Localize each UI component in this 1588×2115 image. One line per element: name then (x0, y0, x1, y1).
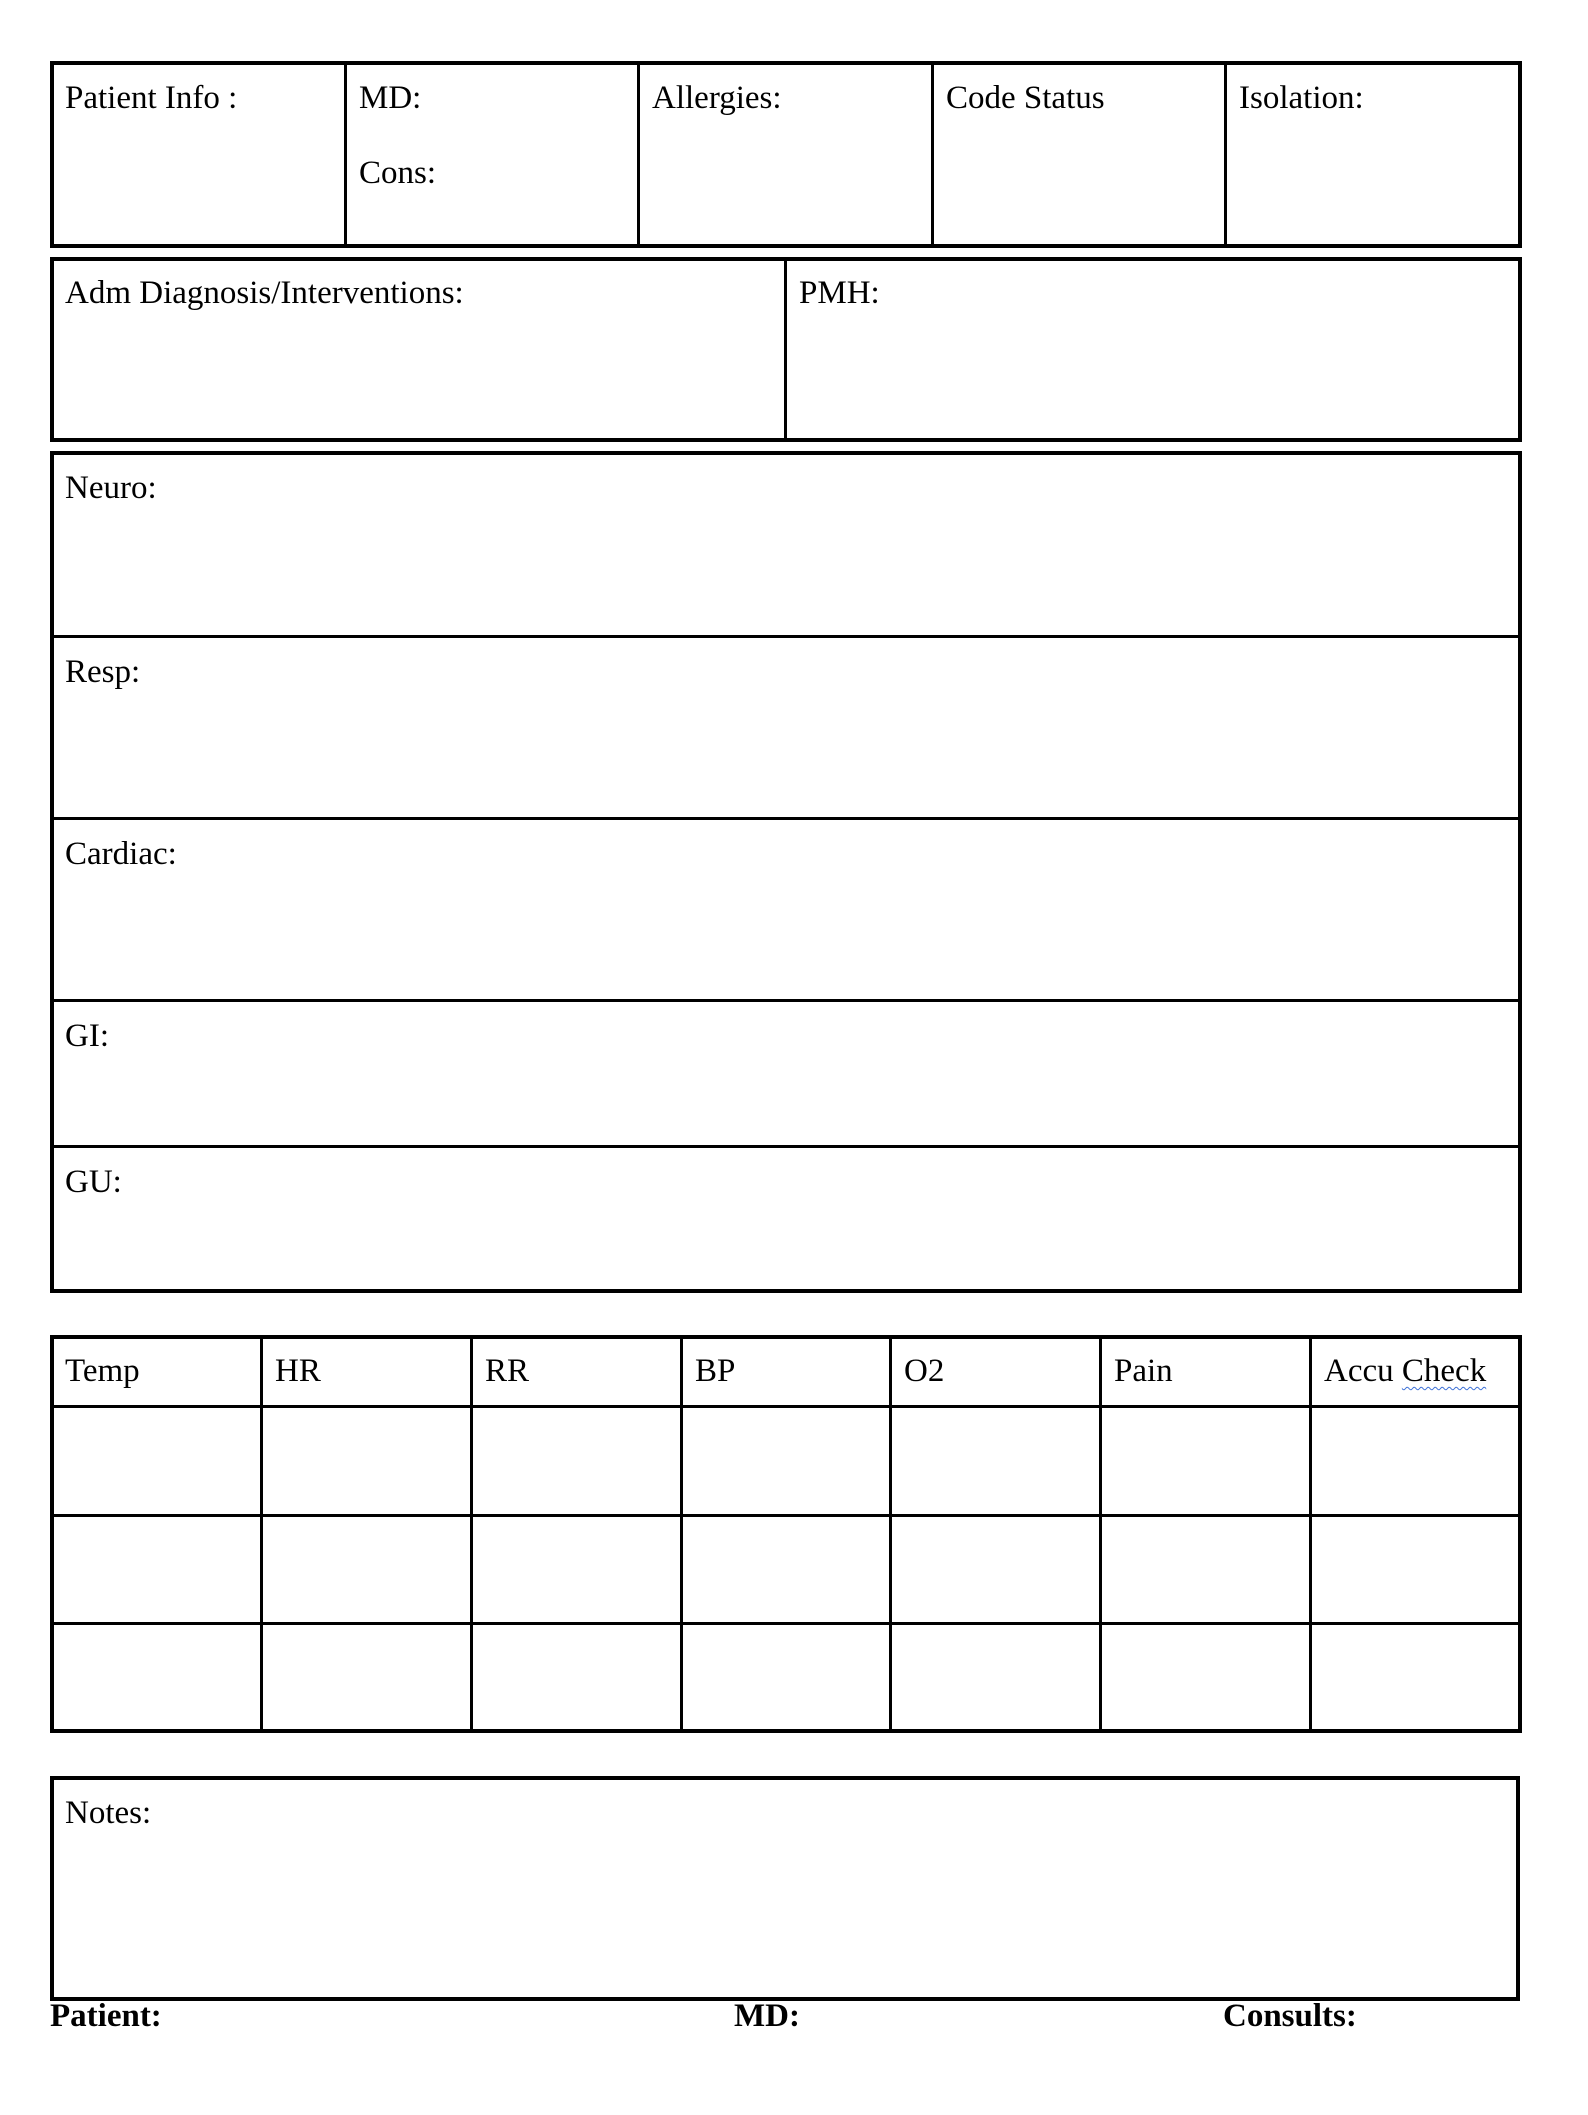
divider (50, 817, 1522, 820)
cardiac-label: Cardiac: (65, 836, 177, 872)
column-header-temp: Temp (65, 1353, 140, 1389)
allergies-label: Allergies: (652, 80, 782, 116)
gu-label: GU: (65, 1164, 122, 1200)
systems-assessment (50, 451, 1522, 1293)
column-header-pain: Pain (1114, 1353, 1173, 1389)
divider (931, 61, 934, 248)
divider (50, 1145, 1522, 1148)
footer-md-label: MD: (734, 1998, 800, 2034)
cons-label: Cons: (359, 155, 437, 191)
patient-info-label: Patient Info : (65, 80, 238, 116)
vitals-table (50, 1335, 1522, 1733)
code-status-label: Code Status (946, 80, 1105, 116)
table-col-divider (1309, 1335, 1312, 1733)
gi-label: GI: (65, 1018, 109, 1054)
table-col-divider (260, 1335, 263, 1733)
adm-diagnosis-label: Adm Diagnosis/Interventions: (65, 275, 464, 311)
column-header-bp: BP (695, 1353, 736, 1389)
column-header-hr: HR (275, 1353, 321, 1389)
resp-label: Resp: (65, 654, 141, 690)
md-label: MD: (359, 80, 422, 116)
divider (784, 257, 787, 442)
table-row-divider (50, 1514, 1522, 1517)
pmh-label: PMH: (799, 275, 880, 311)
divider (344, 61, 347, 248)
table-col-divider (470, 1335, 473, 1733)
accu-word: Accu (1324, 1353, 1394, 1389)
divider (637, 61, 640, 248)
divider (1224, 61, 1227, 248)
column-header-rr: RR (485, 1353, 530, 1389)
neuro-label: Neuro: (65, 470, 157, 506)
footer-patient-label: Patient: (50, 1998, 162, 2034)
notes-label: Notes: (65, 1795, 152, 1831)
divider (50, 635, 1522, 638)
table-row-divider (50, 1622, 1522, 1625)
footer-consults-label: Consults: (1223, 1998, 1357, 2034)
isolation-label: Isolation: (1239, 80, 1364, 116)
notes-box (50, 1776, 1520, 2001)
table-row-divider (50, 1405, 1522, 1408)
table-col-divider (680, 1335, 683, 1733)
check-word: Check (1401, 1353, 1487, 1389)
table-col-divider (889, 1335, 892, 1733)
table-col-divider (1099, 1335, 1102, 1733)
column-header-accu-check (1324, 1355, 1486, 1388)
column-header-o2: O2 (904, 1353, 945, 1389)
divider (50, 999, 1522, 1002)
